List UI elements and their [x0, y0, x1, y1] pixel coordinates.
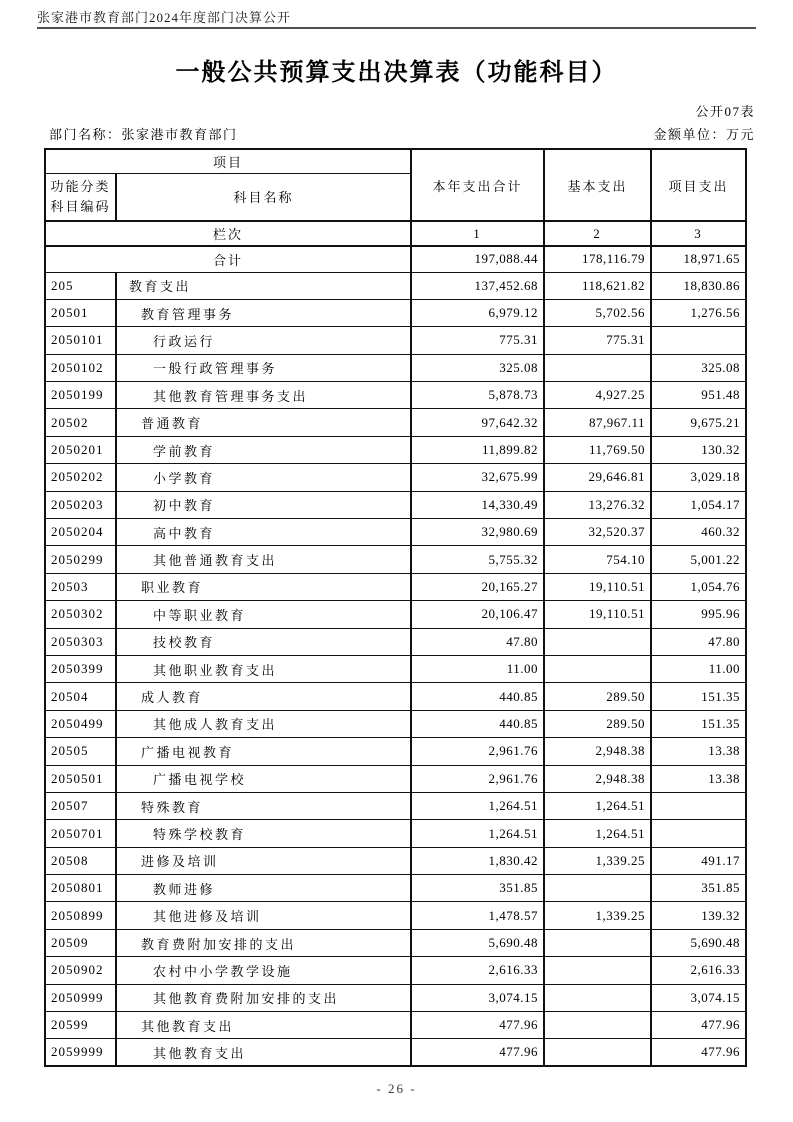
row-function-code: 2050902	[45, 957, 116, 984]
row-project-expense: 1,054.76	[651, 573, 746, 600]
row-total-expense: 775.31	[411, 327, 544, 354]
row-subject-name: 技校教育	[116, 628, 411, 655]
row-function-code: 20507	[45, 792, 116, 819]
row-project-expense: 18,830.86	[651, 272, 746, 299]
table-row	[45, 902, 746, 929]
row-subject-name: 成人教育	[116, 683, 411, 710]
row-total-expense: 20,165.27	[411, 573, 544, 600]
table-meta-row	[49, 124, 755, 143]
document-header-text: 张家港市教育部门2024年度部门决算公开	[37, 10, 292, 25]
table-row	[45, 546, 746, 573]
grand-total-project: 18,971.65	[651, 246, 746, 272]
row-function-code: 2050501	[45, 765, 116, 792]
table-row	[45, 272, 746, 299]
table-row	[45, 628, 746, 655]
row-total-expense: 6,979.12	[411, 299, 544, 326]
row-total-expense: 5,755.32	[411, 546, 544, 573]
table-row	[45, 738, 746, 765]
row-subject-name: 职业教育	[116, 573, 411, 600]
row-function-code: 2050101	[45, 327, 116, 354]
row-total-expense: 97,642.32	[411, 409, 544, 436]
row-function-code: 20509	[45, 929, 116, 956]
grand-total-basic: 178,116.79	[544, 246, 651, 272]
row-basic-expense	[544, 929, 651, 956]
row-project-expense: 1,054.17	[651, 491, 746, 518]
row-project-expense: 1,276.56	[651, 299, 746, 326]
row-subject-name: 其他进修及培训	[116, 902, 411, 929]
row-function-code: 2050999	[45, 984, 116, 1011]
row-project-expense: 325.08	[651, 354, 746, 381]
row-function-code: 2050303	[45, 628, 116, 655]
row-project-expense: 13.38	[651, 765, 746, 792]
table-row	[45, 464, 746, 491]
header-subject-name: 科目名称	[116, 173, 411, 221]
column-index-3: 3	[651, 221, 746, 246]
row-basic-expense	[544, 984, 651, 1011]
row-basic-expense: 1,264.51	[544, 792, 651, 819]
page-title: 一般公共预算支出决算表（功能科目）	[175, 60, 618, 86]
row-basic-expense: 11,769.50	[544, 436, 651, 463]
row-total-expense: 1,830.42	[411, 847, 544, 874]
row-function-code: 20502	[45, 409, 116, 436]
header-function-code-line1: 功能分类	[50, 178, 111, 194]
table-body	[45, 246, 746, 1066]
table-row	[45, 984, 746, 1011]
table-row	[45, 929, 746, 956]
row-basic-expense: 5,702.56	[544, 299, 651, 326]
row-basic-expense: 87,967.11	[544, 409, 651, 436]
row-subject-name: 特殊教育	[116, 792, 411, 819]
row-subject-name: 中等职业教育	[116, 601, 411, 628]
row-subject-name: 教育管理事务	[116, 299, 411, 326]
row-project-expense: 130.32	[651, 436, 746, 463]
row-basic-expense: 775.31	[544, 327, 651, 354]
row-function-code: 2050203	[45, 491, 116, 518]
row-function-code: 20508	[45, 847, 116, 874]
row-project-expense: 5,001.22	[651, 546, 746, 573]
header-basic-expense: 基本支出	[544, 149, 651, 221]
row-total-expense: 351.85	[411, 875, 544, 902]
row-basic-expense: 4,927.25	[544, 382, 651, 409]
column-index-2: 2	[544, 221, 651, 246]
table-number-label: 公开07表	[695, 104, 755, 119]
row-basic-expense: 118,621.82	[544, 272, 651, 299]
row-project-expense: 151.35	[651, 710, 746, 737]
column-index-1: 1	[411, 221, 544, 246]
row-subject-name: 广播电视教育	[116, 738, 411, 765]
row-function-code: 20599	[45, 1012, 116, 1039]
row-total-expense: 1,264.51	[411, 820, 544, 847]
row-total-expense: 2,961.76	[411, 738, 544, 765]
column-index-row	[45, 221, 746, 246]
header-project: 项目	[45, 149, 411, 173]
table-row	[45, 875, 746, 902]
row-basic-expense: 32,520.37	[544, 519, 651, 546]
row-total-expense: 32,675.99	[411, 464, 544, 491]
row-total-expense: 3,074.15	[411, 984, 544, 1011]
table-row	[45, 327, 746, 354]
row-function-code: 2050299	[45, 546, 116, 573]
row-subject-name: 教育费附加安排的支出	[116, 929, 411, 956]
table-row	[45, 1012, 746, 1039]
row-basic-expense: 29,646.81	[544, 464, 651, 491]
grand-total-row	[45, 246, 746, 272]
table-row	[45, 299, 746, 326]
row-function-code: 205	[45, 272, 116, 299]
budget-expenditure-table	[44, 148, 747, 1067]
header-function-code	[45, 173, 116, 221]
row-basic-expense: 289.50	[544, 710, 651, 737]
table-row	[45, 409, 746, 436]
row-project-expense: 151.35	[651, 683, 746, 710]
row-function-code: 20504	[45, 683, 116, 710]
table-row	[45, 655, 746, 682]
row-basic-expense	[544, 1039, 651, 1066]
row-function-code: 2050302	[45, 601, 116, 628]
row-basic-expense: 13,276.32	[544, 491, 651, 518]
row-basic-expense: 289.50	[544, 683, 651, 710]
row-project-expense: 3,029.18	[651, 464, 746, 491]
row-project-expense: 351.85	[651, 875, 746, 902]
row-total-expense: 14,330.49	[411, 491, 544, 518]
table-row	[45, 519, 746, 546]
row-function-code: 20501	[45, 299, 116, 326]
row-basic-expense	[544, 655, 651, 682]
row-total-expense: 5,690.48	[411, 929, 544, 956]
row-project-expense: 2,616.33	[651, 957, 746, 984]
row-function-code: 2050204	[45, 519, 116, 546]
row-function-code: 2059999	[45, 1039, 116, 1066]
row-function-code: 2050102	[45, 354, 116, 381]
row-project-expense: 491.17	[651, 847, 746, 874]
row-basic-expense: 1,339.25	[544, 847, 651, 874]
table-row	[45, 601, 746, 628]
header-total-expense: 本年支出合计	[411, 149, 544, 221]
row-subject-name: 其他教育支出	[116, 1039, 411, 1066]
amount-unit-label: 金额单位：万元	[653, 127, 755, 142]
row-total-expense: 477.96	[411, 1039, 544, 1066]
row-project-expense: 139.32	[651, 902, 746, 929]
page-number: - 26 -	[376, 1081, 417, 1096]
row-basic-expense	[544, 875, 651, 902]
table-row	[45, 683, 746, 710]
row-function-code: 2050399	[45, 655, 116, 682]
row-project-expense: 995.96	[651, 601, 746, 628]
table-row	[45, 354, 746, 381]
row-total-expense: 11.00	[411, 655, 544, 682]
row-total-expense: 1,264.51	[411, 792, 544, 819]
row-project-expense: 460.32	[651, 519, 746, 546]
row-subject-name: 其他普通教育支出	[116, 546, 411, 573]
header-project-expense: 项目支出	[651, 149, 746, 221]
row-total-expense: 2,616.33	[411, 957, 544, 984]
row-function-code: 2050701	[45, 820, 116, 847]
row-subject-name: 进修及培训	[116, 847, 411, 874]
row-function-code: 2050199	[45, 382, 116, 409]
table-row	[45, 573, 746, 600]
table-row	[45, 710, 746, 737]
row-basic-expense	[544, 628, 651, 655]
row-subject-name: 一般行政管理事务	[116, 354, 411, 381]
row-subject-name: 普通教育	[116, 409, 411, 436]
row-subject-name: 初中教育	[116, 491, 411, 518]
row-total-expense: 2,961.76	[411, 765, 544, 792]
row-basic-expense	[544, 957, 651, 984]
table-row	[45, 491, 746, 518]
table-row	[45, 847, 746, 874]
row-basic-expense	[544, 1012, 651, 1039]
row-project-expense: 3,074.15	[651, 984, 746, 1011]
row-function-code: 2050899	[45, 902, 116, 929]
row-function-code: 2050801	[45, 875, 116, 902]
header-divider-line	[37, 27, 756, 29]
header-row-project	[45, 149, 746, 173]
row-subject-name: 其他教育支出	[116, 1012, 411, 1039]
row-project-expense: 47.80	[651, 628, 746, 655]
row-project-expense: 951.48	[651, 382, 746, 409]
row-project-expense: 477.96	[651, 1039, 746, 1066]
row-project-expense: 9,675.21	[651, 409, 746, 436]
row-subject-name: 学前教育	[116, 436, 411, 463]
row-subject-name: 特殊学校教育	[116, 820, 411, 847]
row-function-code: 2050201	[45, 436, 116, 463]
department-name-label: 部门名称：张家港市教育部门	[49, 127, 238, 142]
row-project-expense: 11.00	[651, 655, 746, 682]
table-row	[45, 957, 746, 984]
row-project-expense: 13.38	[651, 738, 746, 765]
row-total-expense: 32,980.69	[411, 519, 544, 546]
row-basic-expense: 19,110.51	[544, 573, 651, 600]
row-project-expense	[651, 792, 746, 819]
column-index-label: 栏次	[45, 221, 411, 246]
row-total-expense: 137,452.68	[411, 272, 544, 299]
grand-total-expense: 197,088.44	[411, 246, 544, 272]
row-basic-expense: 1,264.51	[544, 820, 651, 847]
row-total-expense: 20,106.47	[411, 601, 544, 628]
row-total-expense: 47.80	[411, 628, 544, 655]
row-subject-name: 行政运行	[116, 327, 411, 354]
row-basic-expense	[544, 354, 651, 381]
table-row	[45, 1039, 746, 1066]
row-function-code: 2050202	[45, 464, 116, 491]
row-total-expense: 440.85	[411, 710, 544, 737]
row-total-expense: 325.08	[411, 354, 544, 381]
table-row	[45, 765, 746, 792]
row-subject-name: 广播电视学校	[116, 765, 411, 792]
row-subject-name: 其他教育费附加安排的支出	[116, 984, 411, 1011]
row-project-expense	[651, 327, 746, 354]
table-row	[45, 792, 746, 819]
row-project-expense: 477.96	[651, 1012, 746, 1039]
row-basic-expense: 754.10	[544, 546, 651, 573]
row-subject-name: 小学教育	[116, 464, 411, 491]
row-subject-name: 高中教育	[116, 519, 411, 546]
row-basic-expense: 19,110.51	[544, 601, 651, 628]
row-total-expense: 1,478.57	[411, 902, 544, 929]
table-row	[45, 382, 746, 409]
row-subject-name: 其他成人教育支出	[116, 710, 411, 737]
row-basic-expense: 2,948.38	[544, 738, 651, 765]
row-function-code: 2050499	[45, 710, 116, 737]
table-row	[45, 436, 746, 463]
row-total-expense: 5,878.73	[411, 382, 544, 409]
row-basic-expense: 2,948.38	[544, 765, 651, 792]
row-total-expense: 11,899.82	[411, 436, 544, 463]
row-project-expense: 5,690.48	[651, 929, 746, 956]
row-total-expense: 440.85	[411, 683, 544, 710]
table-row	[45, 820, 746, 847]
row-subject-name: 农村中小学教学设施	[116, 957, 411, 984]
row-total-expense: 477.96	[411, 1012, 544, 1039]
row-subject-name: 其他教育管理事务支出	[116, 382, 411, 409]
row-function-code: 20505	[45, 738, 116, 765]
row-subject-name: 教师进修	[116, 875, 411, 902]
row-basic-expense: 1,339.25	[544, 902, 651, 929]
row-subject-name: 教育支出	[116, 272, 411, 299]
grand-total-label: 合计	[45, 246, 411, 272]
row-function-code: 20503	[45, 573, 116, 600]
row-project-expense	[651, 820, 746, 847]
row-subject-name: 其他职业教育支出	[116, 655, 411, 682]
header-function-code-line2: 科目编码	[50, 198, 111, 214]
